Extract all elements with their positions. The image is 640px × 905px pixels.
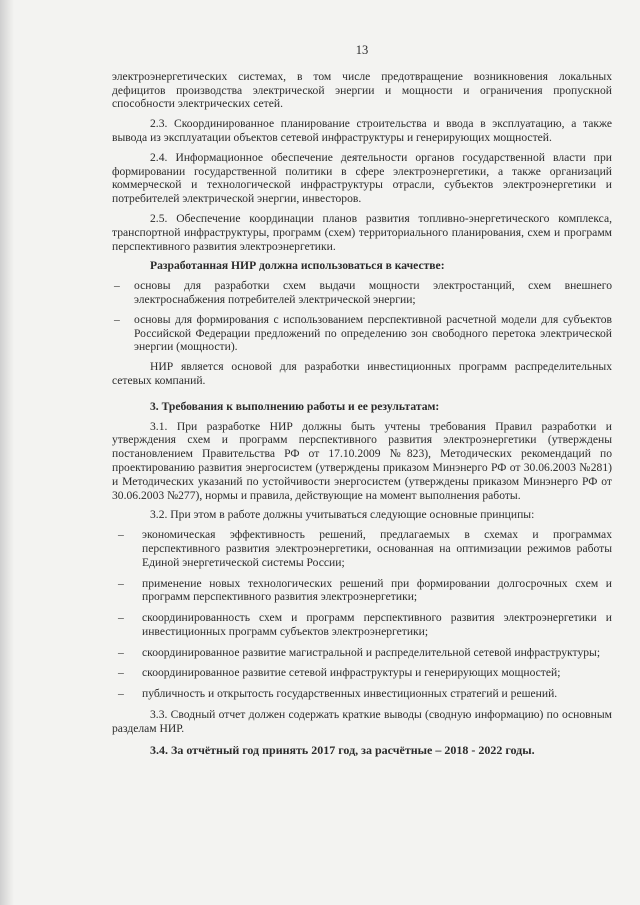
- scan-edge: [0, 0, 14, 905]
- dash-bullet: –: [118, 576, 124, 590]
- list-item: [112, 577, 612, 605]
- list-item: [112, 313, 612, 354]
- document-page: [112, 44, 612, 763]
- dash-bullet: –: [118, 528, 124, 542]
- list-item: [112, 611, 612, 639]
- dash-bullet: –: [118, 611, 124, 625]
- list-item: [112, 687, 612, 701]
- dash-bullet: –: [118, 687, 124, 701]
- list-item: [112, 666, 612, 680]
- section-3-heading: 3. Требования к выполнению работы и ее результатам:: [150, 399, 440, 413]
- list-item: [112, 646, 612, 660]
- page-number: 13: [355, 43, 369, 57]
- paragraph-3-3: 3.3. Сводный отчет должен содержать краткие выводы (сводную информацию) по основным разделам НИР.: [112, 708, 612, 735]
- list-item-text: скоординированное развитие магистральной и распределительной сетевой инфраструктуры;: [142, 645, 601, 659]
- list-item-text: применение новых технологических решений при формировании долгосрочных схем и программ перспективного развития электроэнергетики;: [142, 576, 612, 604]
- usage-note: НИР является основой для разработки инвестиционных программ распределительных сетевых компаний.: [112, 360, 612, 387]
- dash-bullet: –: [114, 279, 120, 293]
- paragraph-3-1: 3.1. При разработке НИР должны быть учтены требования Правил разработки и утверждения схем и программ перспективного развития электроэнергетики (утверждены постановлением Правительства РФ от 17.10.2009 №823), Методических рекомендаций по проектированию развития энергосистем (утверждены приказом Минэнерго РФ от 30.06.2003 №281) и Методических указаний по устойчивости энергосистем (утверждены приказом Минэнерго РФ от 30.06.2003 №277), нормы и правила, действующие на момент выполнения работы.: [112, 419, 612, 502]
- usage-list: [112, 279, 612, 354]
- paragraph-continuation: электроэнергетических системах, в том числе предотвращение возникновения локальных дефицитов производства электрической энергии и мощности и ограничения пропускной способности электрических сетей.: [112, 69, 612, 111]
- paragraph-2-5: 2.5. Обеспечение координации планов развития топливно-энергетического комплекса, транспортной инфраструктуры, программ (схем) территориального планирования, схем и программ перспективного развития электроэнергетики.: [112, 211, 612, 253]
- paragraph-3-4: 3.4. За отчётный год принять 2017 год, за расчётные – 2018 - 2022 годы.: [150, 742, 535, 757]
- paragraph-3-2: 3.2. При этом в работе должны учитываться следующие основные принципы:: [150, 508, 535, 522]
- paragraph-2-3: 2.3. Скоординированное планирование строительства и ввода в эксплуатацию, а также вывода из эксплуатации объектов сетевой инфраструктуры и генерирующих мощностей.: [112, 117, 612, 144]
- dash-bullet: –: [118, 645, 124, 659]
- dash-bullet: –: [118, 666, 124, 680]
- list-item-text: публичность и открытость государственных инвестиционных стратегий и решений.: [142, 687, 558, 701]
- list-item-text: экономическая эффективность решений, предлагаемых в схемах и программах перспективного развития электроэнергетики, основанная на оптимизации режимов работы Единой энергетической системы России;: [142, 528, 612, 569]
- list-item: [112, 279, 612, 307]
- usage-heading: Разработанная НИР должна использоваться в качестве:: [150, 259, 445, 273]
- principles-list: [112, 528, 612, 701]
- paragraph-2-4: 2.4. Информационное обеспечение деятельности органов государственной власти при формировании государственной политики в сфере электроэнергетики, а также организаций коммерческой и технологической инфраструктуры отрасли, субъектов электроэнергетики и потребителей электрической энергии, инвесторов.: [112, 150, 612, 206]
- list-item-text: скоординированное развитие сетевой инфраструктуры и генерирующих мощностей;: [142, 666, 561, 680]
- list-item: [112, 528, 612, 569]
- list-item-text: основы для разработки схем выдачи мощности электростанций, схем внешнего электроснабжения потребителей электрической энергии;: [134, 279, 612, 306]
- list-item-text: основы для формирования с использованием перспективной расчетной модели для субъектов Российской Федерации предложений по определению зон свободного перетока электрической энергии (мощности).: [134, 312, 612, 354]
- list-item-text: скоординированность схем и программ перспективного развития электроэнергетики и инвестиционных программ субъектов электроэнергетики;: [142, 611, 612, 638]
- dash-bullet: –: [114, 312, 120, 326]
